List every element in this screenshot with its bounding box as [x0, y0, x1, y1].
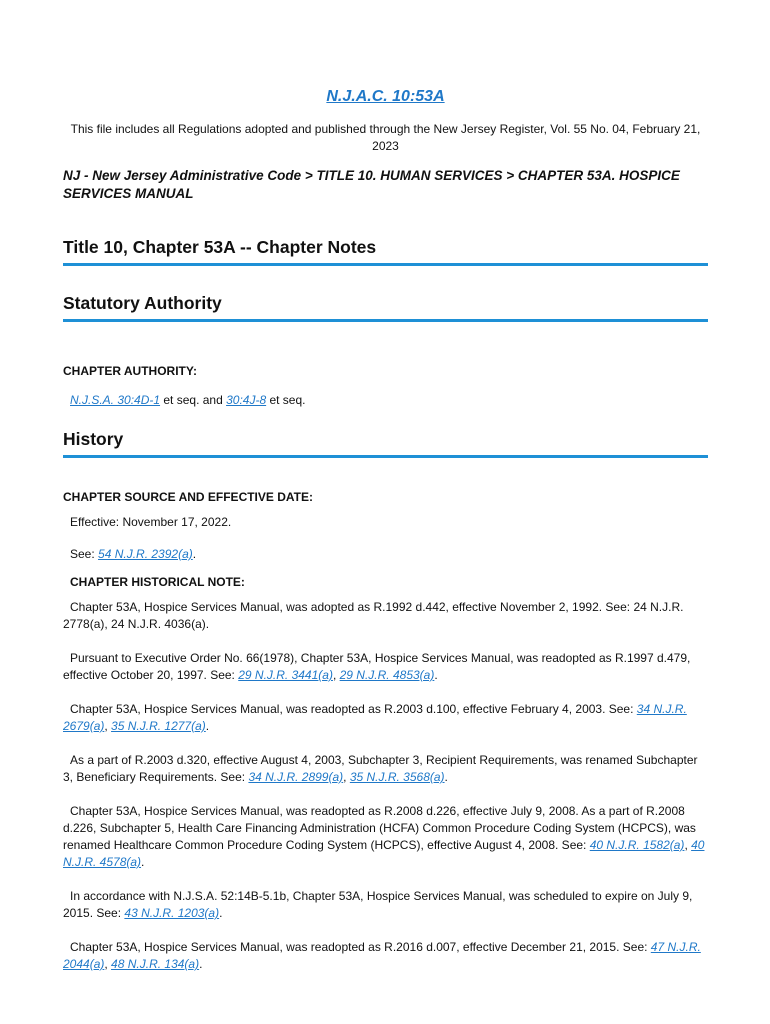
statutory-authority-heading: Statutory Authority	[63, 293, 708, 322]
authority-tail: et seq.	[266, 393, 306, 407]
history-link[interactable]: 35 N.J.R. 3568(a)	[349, 770, 445, 784]
source-label: CHAPTER SOURCE AND EFFECTIVE DATE:	[63, 490, 314, 504]
history-heading: History	[63, 429, 708, 458]
breadcrumb: NJ - New Jersey Administrative Code > TITLE 10. HUMAN SERVICES > CHAPTER 53A. HOSPICE SERVICES MANUAL	[63, 168, 680, 201]
history-link[interactable]: 34 N.J.R. 2679(a)	[63, 702, 687, 733]
effective-date: Effective: November 17, 2022.	[70, 515, 232, 529]
historical-note-label: CHAPTER HISTORICAL NOTE:	[70, 575, 245, 589]
history-paragraph-3: Chapter 53A, Hospice Services Manual, was readopted as R.2003 d.100, effective February 4, 2003. See: 34 N.J.R. 2679(a), 35 N.J.R. 1277(a).	[63, 702, 687, 733]
document-title-link[interactable]: N.J.A.C. 10:53A	[326, 88, 445, 105]
history-link[interactable]: 34 N.J.R. 2899(a)	[248, 770, 344, 784]
history-link[interactable]: 29 N.J.R. 3441(a)	[238, 668, 333, 682]
document-subtitle: This file includes all Regulations adopted and published through the New Jersey Register, Vol. 55 No. 04, February 21, 2023	[70, 122, 701, 153]
history-paragraph-2: Pursuant to Executive Order No. 66(1978), Chapter 53A, Hospice Services Manual, was readopted as R.1997 d.479, effective October 20, 1997. See: 29 N.J.R. 3441(a), 29 N.J.R. 4853(a).	[63, 651, 691, 682]
history-link[interactable]: 40 N.J.R. 1582(a)	[589, 838, 685, 852]
authority-mid: et seq. and	[160, 393, 227, 407]
chapter-authority-label: CHAPTER AUTHORITY:	[63, 364, 197, 378]
history-link[interactable]: 43 N.J.R. 1203(a)	[124, 906, 220, 920]
history-link[interactable]: 47 N.J.R. 2044(a)	[63, 940, 701, 971]
history-link[interactable]: 35 N.J.R. 1277(a)	[111, 719, 206, 733]
history-paragraph-6: In accordance with N.J.S.A. 52:14B-5.1b, Chapter 53A, Hospice Services Manual, was scheduled to expire on July 9, 2015. See: 43 N.J.R. 1203(a).	[63, 889, 693, 920]
history-paragraph-5: Chapter 53A, Hospice Services Manual, was readopted as R.2008 d.226, effective July 9, 2008. As a part of R.2008 d.226, Subchapter 5, Health Care Financing Administration (HCFA) Common Procedure Coding System (HCPCS), was renamed Healthcare Common Procedure Coding System (HCPCS), effective August 4, 2008. See: 40 N.J.R. 1582(a), 40 N.J.R. 4578(a).	[63, 804, 705, 869]
source-link[interactable]: 54 N.J.R. 2392(a)	[98, 547, 193, 561]
history-paragraph-7: Chapter 53A, Hospice Services Manual, was readopted as R.2016 d.007, effective December 21, 2015. See: 47 N.J.R. 2044(a), 48 N.J.R. 134(a).	[63, 940, 701, 971]
history-link[interactable]: 40 N.J.R. 4578(a)	[63, 838, 705, 869]
history-paragraph-4: As a part of R.2003 d.320, effective August 4, 2003, Subchapter 3, Recipient Requirements, was renamed Subchapter 3, Beneficiary Requirements. See: 34 N.J.R. 2899(a), 35 N.J.R. 3568(a).	[63, 753, 698, 784]
history-paragraph-1: Chapter 53A, Hospice Services Manual, was adopted as R.1992 d.442, effective November 2, 1992. See: 24 N.J.R. 2778(a), 24 N.J.R. 4036(a).	[63, 600, 684, 631]
authority-link-1[interactable]: N.J.S.A. 30:4D-1	[70, 393, 161, 407]
history-link[interactable]: 29 N.J.R. 4853(a)	[339, 668, 435, 682]
history-link[interactable]: 48 N.J.R. 134(a)	[111, 957, 200, 971]
document-page	[63, 88, 708, 990]
chapter-notes-heading: Title 10, Chapter 53A -- Chapter Notes	[63, 237, 708, 266]
authority-link-2[interactable]: 30:4J-8	[226, 393, 267, 407]
chapter-authority-text	[63, 392, 708, 409]
document-title	[63, 88, 708, 106]
source-see: See: 54 N.J.R. 2392(a).	[70, 547, 197, 561]
